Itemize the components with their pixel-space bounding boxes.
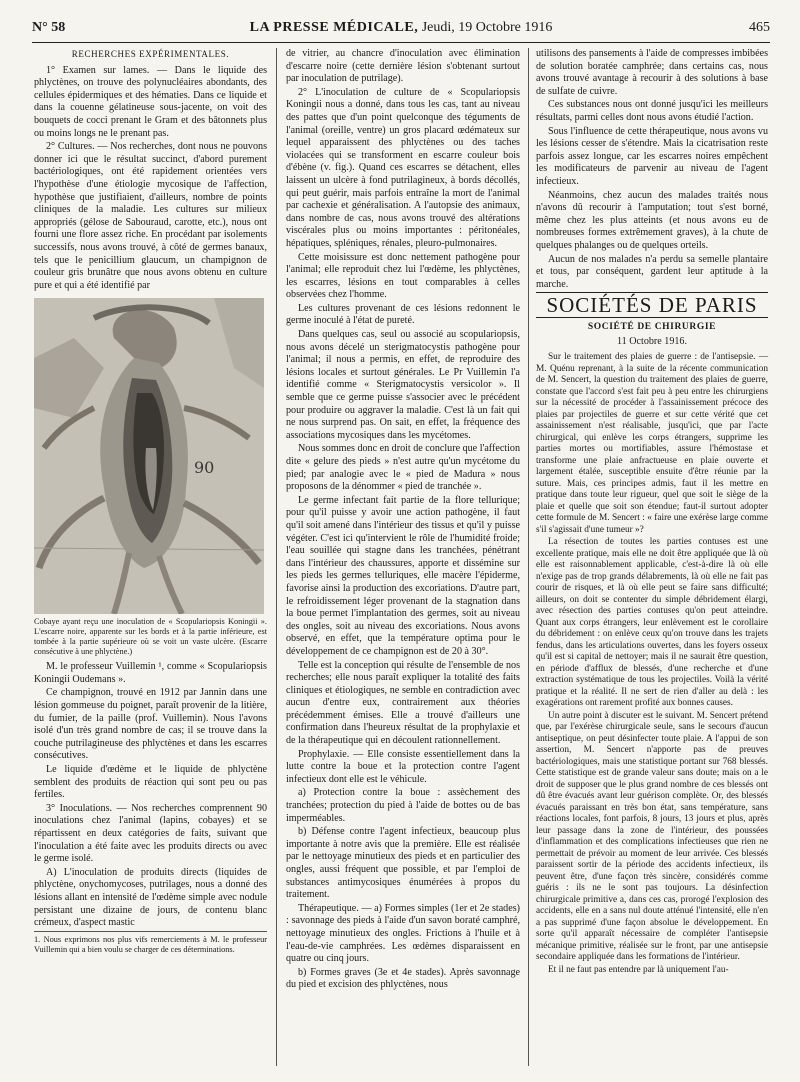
paragraph: Telle est la conception qui résulte de l'ensemble de nos recherches; elle nous paraît expliquer la totalité des faits cliniques et étiologiques, ne semble en contradiction avec aucun d'entre eux, contrairement aux théories précédemment émises. Elle a trouvé d'ailleurs une confirmation dans l'heureux résultat de la prophylaxie et de la thérapeutique qui en découlent rationnellement. xyxy=(286,659,520,747)
paragraph: Thérapeutique. — a) Formes simples (1er et 2e stades) : savonnage des pieds à l'aide d'un savon boraté camphré, nettoyage minutieux des ongles. Frictions à l'huile et à l'eau-de-vie camphrées. Les œdèmes disparaissent en quatre ou cinq jours. xyxy=(286,902,520,965)
session-date: 11 Octobre 1916. xyxy=(617,336,687,348)
column-1 xyxy=(34,48,267,956)
footnote: 1. Nous exprimons nos plus vifs remerciements à M. le professeur Vuillemin qui a bien voulu se charger de ces déterminations. xyxy=(34,931,267,955)
paragraph: Sur le traitement des plaies de guerre : de l'antisepsie. — M. Quénu reprenant, à la suite de la récente communication de M. Sencert, la question du traitement des plaies de guerre, constate que l'accord s'est fait peu à peu entre les chirurgiens sur la nécessité de procéder à l'assainissement précoce des plaies par projectiles de guerre et sur cette vérité que cet assainissement n'est réalisable, jusqu'ici, que par l'acte chirurgical, qui enlève les corps étrangers, supprime les parties mortes ou mortifiables, assure l'hémostase et transforme une plaie anfractueuse en plaie ouverte et largement étalée, susceptible ensuite d'être réunie par la suture. Mais, ces principes admis, faut il les mettre en pratique dans toute leur rigueur, quel que soit le siège de la plaie et quelle que soit son étendue; faut-il surtout adopter cette formule de M. Sencert : « faire une exérèse large comme s'il s'agissait d'une tumeur »? xyxy=(536,352,768,535)
paragraph: b) Défense contre l'agent infectieux, beaucoup plus importante à notre avis que la première. Elle est réalisée par le nettoyage minutieux des pieds et en particulier des ongles, aussi fréquent que possible, et par l'emploi de substances antimycosiques énumérées à propos du traitement. xyxy=(286,826,520,901)
running-header xyxy=(32,18,770,40)
paragraph: Ce champignon, trouvé en 1912 par Jannin dans une lésion gommeuse du poignet, paraît provenir de la litière, du fumier, de la paille (prof. Vuillemin). Nous l'avons isolé d'un très grand nombre de cas; il se trouve dans la couche putrilagineuse des phlyctènes et dans les escarres consécutives. xyxy=(34,687,267,762)
column-divider xyxy=(528,48,529,1066)
paragraph: Sous l'influence de cette thérapeutique, nous avons vu les lésions cesser de s'étendre. Mais la cicatrisation reste parfois assez longue, car les escarres noires empêchent les modificateurs de parvenir au niveau de l'agent infectieux. xyxy=(536,125,768,187)
journal-title xyxy=(32,20,770,36)
paragraph: b) Formes graves (3e et 4e stades). Après savonnage du pied et excision des phlyctènes, nous xyxy=(286,966,520,991)
paragraph: Ces substances nous ont donné jusqu'ici les meilleurs résultats, parmi celles dont nous avons étudié l'action. xyxy=(536,99,768,123)
guinea-pig-photograph xyxy=(34,298,264,614)
column-3 xyxy=(536,48,768,977)
paragraph: utilisons des pansements à l'aide de compresses imbibées de solution boratée camphrée; dans certains cas, nous avons trouvé avantage à recourir à des solutions à base de sulfate de cuivre. xyxy=(536,48,768,97)
paragraph: 2° Cultures. — Nos recherches, dont nous ne pouvons donner ici que le résultat succinct, d'abord purement bactériologiques, ont été rapidement orientées vers l'hypothèse d'une étiologie mycosique de l'affection, hypothèse que justifiaient, d'ailleurs, nombre de points cliniques de la maladie. Les cultures sur milieux appropriés (gélose de Sabouraud, carotte, etc.), nous ont fourni une flore assez riche. En procédant par isolements successifs, nous avons trouvé, à côté de germes banaux, tels que le penicillium glaucum, un champignon de couleur gris brunâtre que nous avons obtenu en culture pure et qui a été identifié par xyxy=(34,141,267,291)
paragraph: Néanmoins, chez aucun des malades traités nous n'avons dû recourir à l'amputation; tout s'est borné, même chez les plus atteints (et nous avons eu de nombreuses formes extrêmement graves), à la chute de quelques phalanges ou de quelques orteils. xyxy=(536,189,768,251)
paragraph: Cette moisissure est donc nettement pathogène pour l'animal; elle reproduit chez lui l'œdème, les phlyctènes, les escarres, lésions en tout comparables à celles observées chez l'homme. xyxy=(286,251,520,301)
issue-date: Jeudi, 19 Octobre 1916 xyxy=(421,20,553,35)
section-title: SOCIÉTÉS DE PARIS xyxy=(536,292,768,318)
paragraph: Aucun de nos malades n'a perdu sa semelle plantaire et tous, par conséquent, gardent leur aptitude à la marche. xyxy=(536,253,768,290)
photo-illustration xyxy=(34,298,264,614)
paragraph: Dans quelques cas, seul ou associé au scopulariopsis, nous avons décelé un sterigmatocystis pathogène pour l'animal; il nous a permis, en effet, de reproduire des lésions locales et surtout générales. Le Pr Vuillemin l'a identifié comme « Sterigmatocystis versicolor ». Il semble que ce germe puisse s'associer avec le précédent pour produire ou aggraver la maladie. C'est là un fait qui ne nous surprend pas. On sait, en effet, la fréquence des associations mycosiques dans les mycétomes. xyxy=(286,329,520,441)
header-rule xyxy=(32,42,770,43)
paragraph: 1° Examen sur lames. — Dans le liquide des phlyctènes, on trouve des polynucléaires abondants, des cellules épidermiques et des hématies. Dans ce liquide et dans la couenne gélatineuse sous-jacente, on voit des bouquets de cocci prenant le Gram et des bâtonnets plus ou moins longs ne le prenant pas. xyxy=(34,64,267,139)
figure-caption: Cobaye ayant reçu une inoculation de « Scopulariopsis Koningii ». L'escarre noire, apparente sur les bords et à la partie inférieure, est tombée à la partie supérieure où se voit un vaste ulcère. (Escarre consécutive à une phlyctène.) xyxy=(34,617,267,657)
column-divider xyxy=(276,48,277,1066)
paragraph: Prophylaxie. — Elle consiste essentiellement dans la lutte contre la boue et la protection contre l'agent infectieux dont elle est le véhicule. xyxy=(286,748,520,785)
figure-number: 90 xyxy=(194,458,215,478)
paragraph: La résection de toutes les parties contuses est une excellente pratique, mais elle ne doit être appliquée que là où elle est raisonnablement applicable, c'est-à-dire là où elle n'exige pas de trop grands délabrements, là où elle ne fait pas courir de risques, et là où elle peut se faire sans difficulté; ailleurs, on doit se contenter du simple débridement élargi, avec résection des parties contuses qu'on peut atteindre. Quant aux corps étrangers, leur enlèvement est le corollaire du débridement : on enlève ceux qu'on trouve dans les trajets fendus, dans les articulations ouvertes, dans les foyers osseux qu'il est si capital de nettoyer; mais il ne saurait être question, en période d'afflux de blessés, d'une recherche et d'une extraction systématique de tous les projectiles. Voilà la vérité pratique et la réalité. Il ne sert de rien d'aller au delà : les exagérations ont rarement profité aux bonnes causes. xyxy=(536,537,768,709)
column-2 xyxy=(286,48,520,993)
journal-name: LA PRESSE MÉDICALE, xyxy=(249,20,419,35)
paragraph: M. le professeur Vuillemin ¹, comme « Scopulariopsis Koningii Oudemans ». xyxy=(34,661,267,685)
paragraph: Le germe infectant fait partie de la flore tellurique; pour qu'il puisse y avoir une action pathogène, il faut qu'il soit amené dans l'intérieur des tissus et qu'il y puisse végéter. C'est ici qu'intervient le rôle de l'humidité froide; l'eau souillée qui stagne dans les tranchées, pénétrant dans l'intérieur des chaussures, apporte et dissémine sur les pieds les germes telluriques, elle macère l'épiderme, favorise ainsi la production des excoriations. D'autre part, le refroidissement léger provenant de la stagnation dans la boue permet l'implantation des germes, soit au niveau des ongles, soit au niveau des excoriations. Nous avons observé, en effet, que la température optima pour le développement de ce champignon est de 20 à 30°. xyxy=(286,494,520,657)
subsection-title: SOCIÉTÉ DE CHIRURGIE xyxy=(587,321,717,332)
paragraph: Un autre point à discuter est le suivant. M. Sencert prétend que, par l'exérèse chirurgicale seule, sans le secours d'aucun antiseptique, on peut désinfecter toute plaie. A l'appui de son assertion, M. Sencert n'apporte pas de preuves bactériologiques, mais une statistique portant sur 768 blessés. Cette statistique est de grande valeur sans doute; mais on a le droit de supposer que le plus grand nombre de ces blessés ont dû être évacués avant leur guérison complète. Or, des blessés évacués paraissant en très bon état, sans température, sans réactions locales, font parfois, 8 jours, 13 jours et plus, après leur passage dans la zone de l'intérieur, des poussées d'inflammation et des complications infectieuses que rien ne permettait de prévoir au moment de leur arrivée. Ces blessés paraissent sortir de la période des accidents infectieux, ils peuvent être, d'une façon très sincère, considérés comme guéris : ils ne le sont pas toujours. La désinfection chirurgicale primitive a, dans ces cas, prorogé l'explosion des accidents, elle en a sans nul doute atténué l'intensité, elle n'en a pas supprimé d'une façon absolue le développement. En sorte qu'il apparaît nécessaire de compléter l'antisepsie mécanique primitive, réalisée sur le front, par une antisepsie secondaire appliquée dans les formations de l'intérieur. xyxy=(536,710,768,963)
paragraph: A) L'inoculation de produits directs (liquides de phlyctène, onychomycoses, putrilages, nous a donné des lésions allant en intensité de l'œdème simple avec nodule persistant une dizaine de jours, de contenu blanc crémeux, d'aspect mastic xyxy=(34,866,267,929)
paragraph: Nous sommes donc en droit de conclure que l'affection dite « gelure des pieds » n'est autre qu'un mycétome du pied; par analogie avec le « pied de Madura » nous proposons de la dénommer « pied de tranchée ». xyxy=(286,443,520,493)
paragraph: de vitrier, au chancre d'inoculation avec élimination d'escarre noire (cette dernière lésion s'obtenant surtout par inoculation de putrilage). xyxy=(286,48,520,85)
paragraph: 3° Inoculations. — Nos recherches comprennent 90 inoculations chez l'animal (lapins, cobayes) et se répartissent en deux catégories de faits, suivant que l'inoculation a été faite avec les produits directs ou avec le germe isolé. xyxy=(34,802,267,865)
paragraph: Les cultures provenant de ces lésions redonnent le germe inoculé à l'état de pureté. xyxy=(286,302,520,327)
paragraph: Le liquide d'œdème et le liquide de phlyctène semblent des produits de réaction qui sont peu ou pas fertiles. xyxy=(34,764,267,801)
section-heading: RECHERCHES EXPÉRIMENTALES. xyxy=(71,49,230,59)
paragraph: a) Protection contre la boue : assèchement des tranchées; protection du pied à l'aide de bottes ou de bas imperméables. xyxy=(286,787,520,824)
page-number: 465 xyxy=(749,20,770,35)
issue-number: N° 58 xyxy=(32,20,66,35)
paragraph: 2° L'inoculation de culture de « Scopulariopsis Koningii nous a donné, dans tous les cas, tant au niveau des pattes que d'un point quelconque des téguments de l'animal (oreille, ventre) un gros placard œdémateux sur lequel apparaissent des phlyctènes ou des taches violacées qui se transforment en escarre couleur bois d'ébène (v. fig.). Quand ces escarres se détachent, elles laissent un ulcère à fond putrilagineux, à bords décollés, qui peut guérir, mais parfois entraîne la mort de l'animal par cachexie et généralisation. A l'autopsie des animaux, dans nombre de cas, nous avons trouvé des altérations viscérales plus ou moins importantes : péritonéales, hépatiques, spléniques, rénales, pleuro-pulmonaires. xyxy=(286,86,520,249)
paragraph: Et il ne faut pas entendre par là uniquement l'au- xyxy=(548,964,729,975)
